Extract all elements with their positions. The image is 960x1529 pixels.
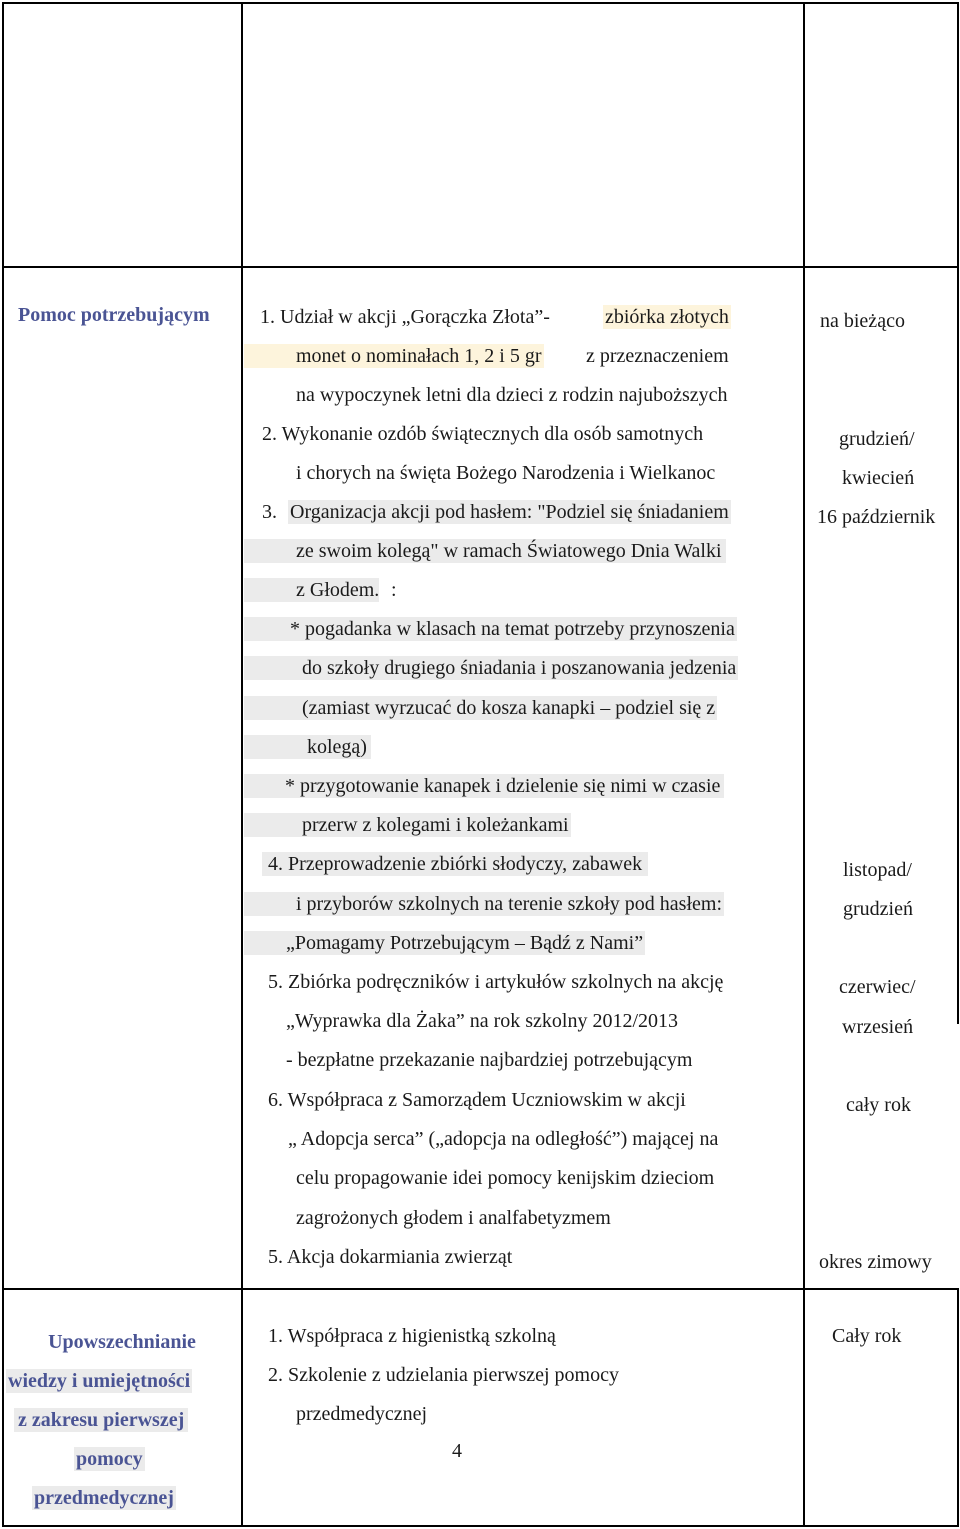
table-border-left	[2, 2, 4, 1527]
category-label-line: wiedzy i umiejętności	[8, 1370, 191, 1392]
activity-line: na wypoczynek letni dla dzieci z rodzin najuboższych	[296, 384, 728, 406]
activity-line-highlight: i przyborów szkolnych na terenie szkoły pod hasłem:	[244, 892, 724, 916]
activity-line: - bezpłatne przekazanie najbardziej potrzebującym	[286, 1049, 693, 1071]
table-border-right	[957, 2, 959, 1024]
date-label: cały rok	[846, 1094, 911, 1116]
date-label: grudzień	[843, 898, 913, 920]
activity-line-highlight: „Pomagamy Potrzebującym – Bądź z Nami”	[244, 931, 645, 955]
category-label-line: Upowszechnianie	[22, 1330, 222, 1354]
date-label: listopad/	[843, 859, 912, 881]
category-label-line: z zakresu pierwszej	[14, 1408, 188, 1432]
column-divider-2	[803, 2, 805, 1527]
activity-line-highlight: Organizacja akcji pod hasłem: "Podziel się śniadaniem	[290, 501, 729, 523]
column-divider-1	[241, 2, 243, 1527]
activity-line: „Wyprawka dla Żaka” na rok szkolny 2012/2013	[286, 1010, 679, 1032]
activity-line-highlight: zbiórka złotych	[605, 306, 729, 328]
activity-line: celu propagowanie idei pomocy kenijskim dzieciom	[296, 1167, 715, 1189]
category-label-line: przedmedycznej	[34, 1487, 174, 1509]
activity-line: 5. Zbiórka podręczników i artykułów szkolnych na akcję	[268, 971, 724, 993]
activity-line-highlight: monet o nominałach 1, 2 i 5 gr	[244, 344, 544, 368]
date-label: wrzesień	[842, 1016, 914, 1038]
activity-line-highlight: ze swoim kolegą" w ramach Światowego Dnia Walki	[244, 539, 726, 563]
activity-line: i chorych na święta Bożego Narodzenia i Wielkanoc	[296, 462, 716, 484]
activity-line: :	[391, 579, 397, 601]
table-border-right-lower	[957, 1290, 959, 1527]
activity-line-highlight: do szkoły drugiego śniadania i poszanowania jedzenia	[244, 656, 738, 680]
activity-line: z przeznaczeniem	[586, 345, 729, 367]
activity-line-highlight: 4. Przeprowadzenie zbiórki słodyczy, zabawek	[262, 852, 648, 876]
activity-line: 5. Akcja dokarmiania zwierząt	[268, 1246, 513, 1268]
row-divider-1	[2, 266, 959, 268]
date-label: czerwiec/	[839, 976, 916, 998]
page-number: 4	[452, 1440, 462, 1462]
date-label: 16 październik	[817, 506, 936, 528]
activity-line: 2. Szkolenie z udzielania pierwszej pomocy	[268, 1364, 619, 1386]
activity-line-highlight: (zamiast wyrzucać do kosza kanapki – podziel się z	[244, 696, 717, 720]
activity-line-highlight: * pogadanka w klasach na temat potrzeby przynoszenia	[244, 617, 737, 641]
date-label: okres zimowy	[819, 1251, 932, 1273]
activity-line-highlight: przerw z kolegami i koleżankami	[244, 813, 571, 837]
date-label: grudzień/	[839, 428, 915, 450]
activity-number: 3.	[262, 501, 277, 523]
category-label-line: pomocy	[76, 1448, 143, 1470]
activity-line-highlight: * przygotowanie kanapek i dzielenie się nimi w czasie	[244, 774, 724, 798]
table-border-top	[2, 2, 959, 4]
row-divider-2	[2, 1288, 959, 1290]
date-label: na bieżąco	[820, 310, 905, 332]
activity-line: przedmedycznej	[296, 1403, 428, 1425]
table-border-bottom	[2, 1525, 959, 1527]
activity-line: 1. Współpraca z higienistką szkolną	[268, 1325, 556, 1347]
activity-line: 2. Wykonanie ozdób świątecznych dla osób samotnych	[262, 423, 704, 445]
category-label: Pomoc potrzebującym	[18, 304, 210, 326]
date-label: Cały rok	[832, 1325, 902, 1347]
activity-line: zagrożonych głodem i analfabetyzmem	[296, 1207, 611, 1229]
activity-line: 6. Współpraca z Samorządem Uczniowskim w akcji	[268, 1089, 686, 1111]
activity-line: 1. Udział w akcji „Gorączka Złota”-	[260, 306, 550, 328]
activity-line-highlight: z Głodem.	[244, 578, 379, 602]
activity-line-highlight: kolegą)	[244, 735, 371, 759]
activity-line: „ Adopcja serca” („adopcja na odległość”) mającej na	[288, 1128, 719, 1150]
date-label: kwiecień	[842, 467, 915, 489]
